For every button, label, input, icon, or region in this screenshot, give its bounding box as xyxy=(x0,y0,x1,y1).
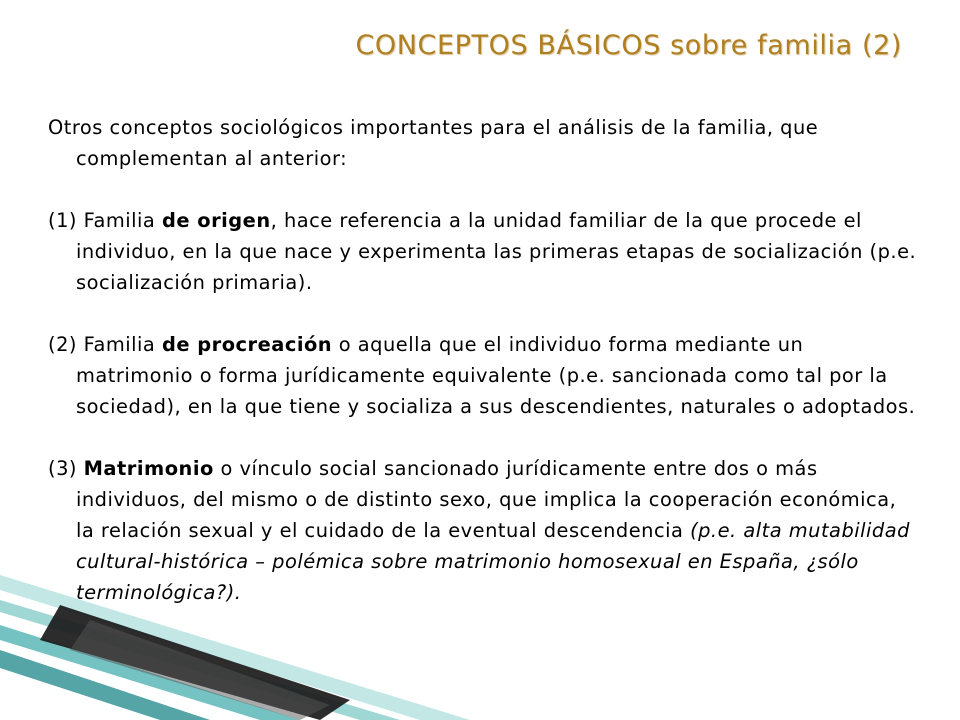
item-prefix: (1) Familia xyxy=(48,209,162,232)
item-italic-note: (p.e. alta mutabilidad cultural-histórica – polémica sobre matrimonio homosexual en España, ¿sólo terminológica?). xyxy=(76,519,910,604)
item-text: , hace referencia a la unidad familiar de la que procede el individuo, en la que nace y experimenta las primeras etapas de socialización (p.e. socialización primaria). xyxy=(76,209,917,294)
item-text: o vínculo social sancionado jurídicamente entre dos o más individuos, del mismo o de distinto sexo, que implica la cooperación económica, la relación sexual y el cuidado de la eventual descendencia xyxy=(76,457,897,542)
concept-item-procreacion xyxy=(48,329,920,422)
slide-title: CONCEPTOS BÁSICOS sobre familia (2) xyxy=(355,30,902,61)
item-text: o aquella que el individuo forma mediante un matrimonio o forma jurídicamente equivalente (p.e. sancionada como tal por la sociedad), en la que tiene y socializa a sus descendientes, naturales o adoptados. xyxy=(76,333,916,418)
intro-paragraph: Otros conceptos sociológicos importantes para el análisis de la familia, que complementan al anterior: xyxy=(48,116,819,170)
concept-item-origen xyxy=(48,205,920,298)
item-prefix: (3) xyxy=(48,457,84,480)
slide-body xyxy=(48,112,920,608)
item-term: Matrimonio xyxy=(83,457,214,480)
item-prefix: (2) Familia xyxy=(48,333,162,356)
item-term: de procreación xyxy=(161,333,333,356)
concept-item-matrimonio xyxy=(48,453,920,608)
item-term: de origen xyxy=(161,209,271,232)
